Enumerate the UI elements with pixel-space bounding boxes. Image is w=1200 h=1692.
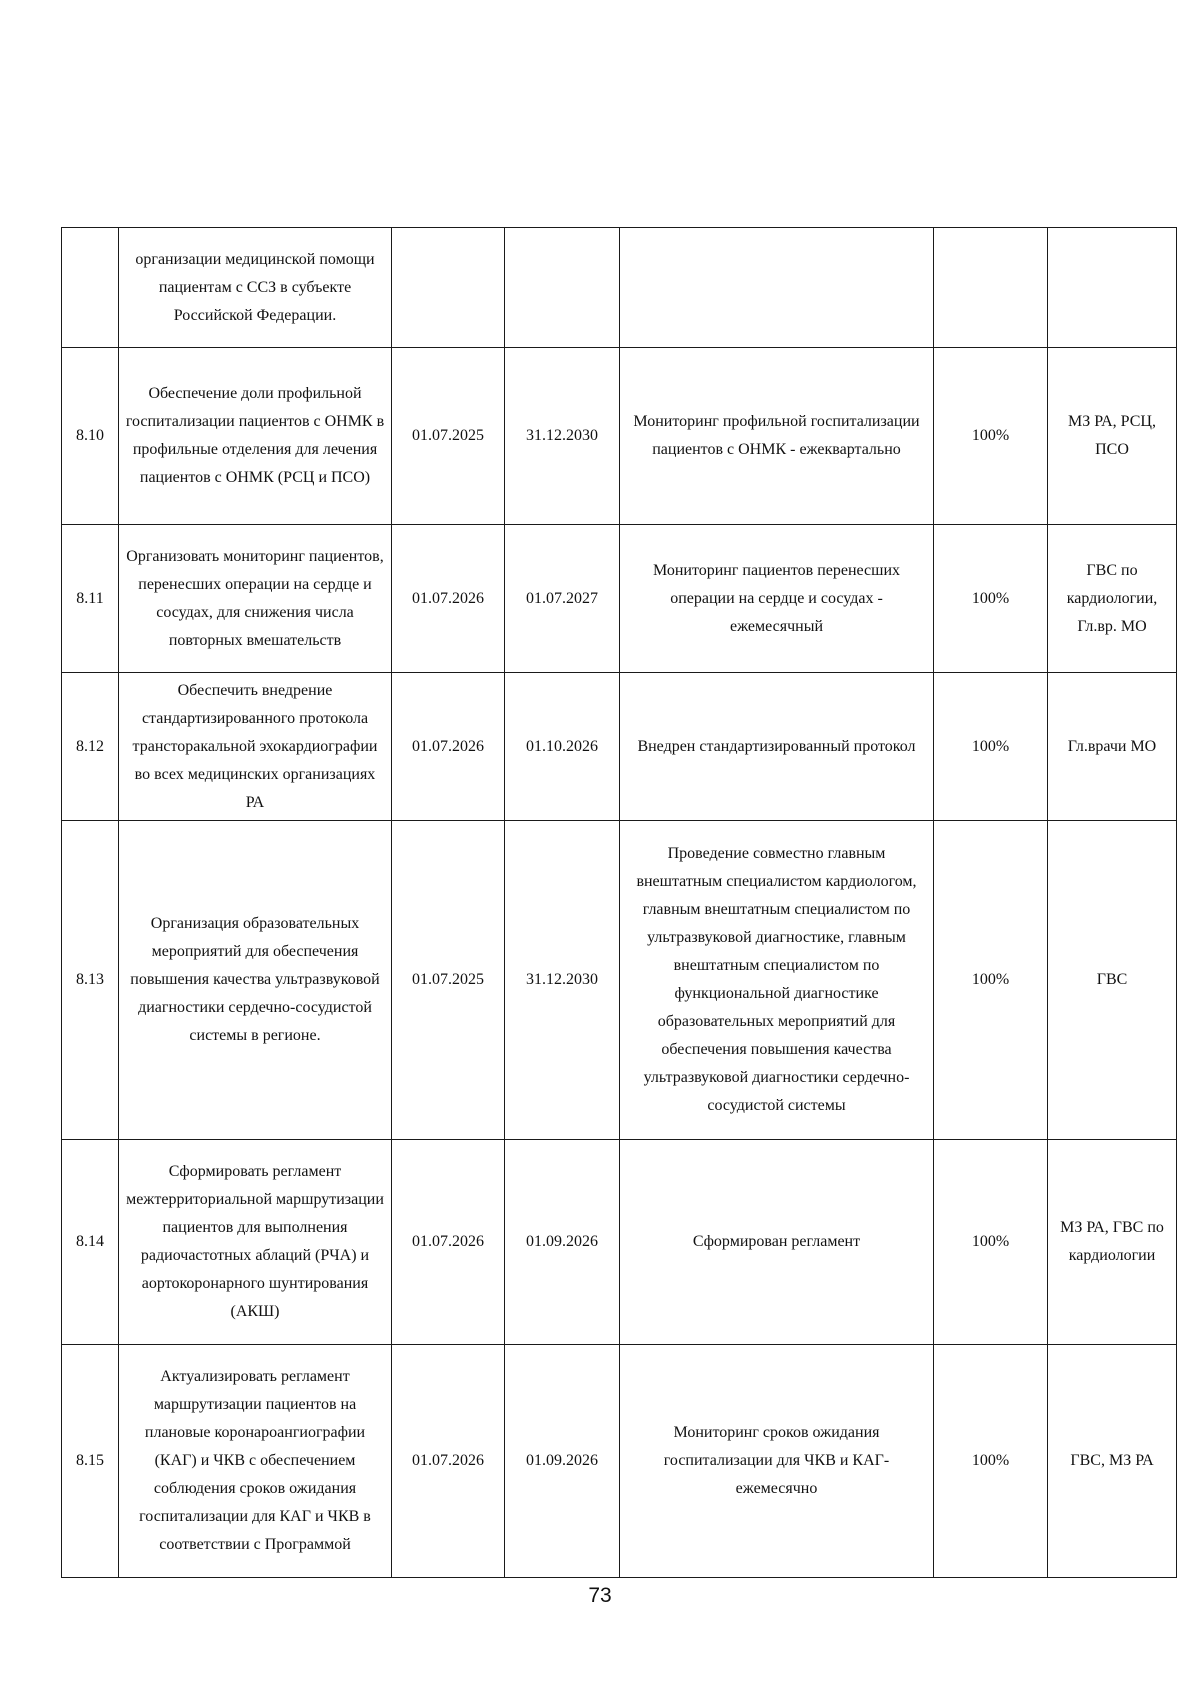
page-number: 73 — [588, 1584, 612, 1607]
expected-result: Проведение совместно главным внештатным специалистом кардиологом, главным внештатным специалистом по ультразвуковой диагностике, главным внештатным специалистом по функциональной диагностике образовательных мероприятий для обеспечения повышения качества ультразвуковой диагностики сердечно-сосудистой системы — [620, 821, 934, 1140]
responsible-party: ГВС по кардиологии, Гл.вр. МО — [1048, 525, 1177, 673]
table-row — [62, 673, 1177, 821]
item-number: 8.10 — [62, 348, 119, 525]
item-number: 8.11 — [62, 525, 119, 673]
task-description: Актуализировать регламент маршрутизации пациентов на плановые коронароангиографии (КАГ) и ЧКВ с обеспечением соблюдения сроков ожидания госпитализации для КАГ и ЧКВ в соответствии с Программой — [119, 1345, 392, 1578]
start-date: 01.07.2025 — [392, 348, 505, 525]
task-description: Сформировать регламент межтерриториальной маршрутизации пациентов для выполнения радиочастотных аблаций (РЧА) и аортокоронарного шунтирования (АКШ) — [119, 1140, 392, 1345]
table-row — [62, 1140, 1177, 1345]
target-value: 100% — [934, 1140, 1048, 1345]
task-description: Обеспечение доли профильной госпитализации пациентов с ОНМК в профильные отделения для лечения пациентов с ОНМК (РСЦ и ПСО) — [119, 348, 392, 525]
item-number: 8.14 — [62, 1140, 119, 1345]
end-date: 01.07.2027 — [505, 525, 620, 673]
end-date: 01.09.2026 — [505, 1345, 620, 1578]
responsible-party: ГВС, МЗ РА — [1048, 1345, 1177, 1578]
action-plan-table — [61, 227, 1177, 1578]
table-row — [62, 348, 1177, 525]
end-date: 01.09.2026 — [505, 1140, 620, 1345]
start-date: 01.07.2025 — [392, 821, 505, 1140]
expected-result: Мониторинг пациентов перенесших операции на сердце и сосудах - ежемесячный — [620, 525, 934, 673]
table-row — [62, 1345, 1177, 1578]
target-value: 100% — [934, 348, 1048, 525]
responsible-party: МЗ РА, ГВС по кардиологии — [1048, 1140, 1177, 1345]
end-date: 31.12.2030 — [505, 821, 620, 1140]
start-date: 01.07.2026 — [392, 1345, 505, 1578]
responsible-party — [1048, 228, 1177, 348]
expected-result: Внедрен стандартизированный протокол — [620, 673, 934, 821]
end-date — [505, 228, 620, 348]
expected-result: Мониторинг профильной госпитализации пациентов с ОНМК - ежеквартально — [620, 348, 934, 525]
end-date: 31.12.2030 — [505, 348, 620, 525]
task-description: Организовать мониторинг пациентов, перенесших операции на сердце и сосудах, для снижения числа повторных вмешательств — [119, 525, 392, 673]
end-date: 01.10.2026 — [505, 673, 620, 821]
responsible-party: Гл.врачи МО — [1048, 673, 1177, 821]
item-number: 8.15 — [62, 1345, 119, 1578]
start-date: 01.07.2026 — [392, 673, 505, 821]
item-number: 8.13 — [62, 821, 119, 1140]
start-date — [392, 228, 505, 348]
task-description: Организация образовательных мероприятий для обеспечения повышения качества ультразвуковой диагностики сердечно-сосудистой системы в регионе. — [119, 821, 392, 1140]
expected-result: Сформирован регламент — [620, 1140, 934, 1345]
item-number: 8.12 — [62, 673, 119, 821]
task-description: Обеспечить внедрение стандартизированного протокола трансторакальной эхокардиографии во всех медицинских организациях РА — [119, 673, 392, 821]
table-row — [62, 525, 1177, 673]
table-row — [62, 228, 1177, 348]
task-description: организации медицинской помощи пациентам с ССЗ в субъекте Российской Федерации. — [119, 228, 392, 348]
target-value: 100% — [934, 821, 1048, 1140]
responsible-party: ГВС — [1048, 821, 1177, 1140]
item-number — [62, 228, 119, 348]
start-date: 01.07.2026 — [392, 525, 505, 673]
expected-result — [620, 228, 934, 348]
start-date: 01.07.2026 — [392, 1140, 505, 1345]
target-value: 100% — [934, 525, 1048, 673]
target-value: 100% — [934, 1345, 1048, 1578]
responsible-party: МЗ РА, РСЦ, ПСО — [1048, 348, 1177, 525]
target-value: 100% — [934, 673, 1048, 821]
table-row — [62, 821, 1177, 1140]
expected-result: Мониторинг сроков ожидания госпитализации для ЧКВ и КАГ- ежемесячно — [620, 1345, 934, 1578]
target-value — [934, 228, 1048, 348]
